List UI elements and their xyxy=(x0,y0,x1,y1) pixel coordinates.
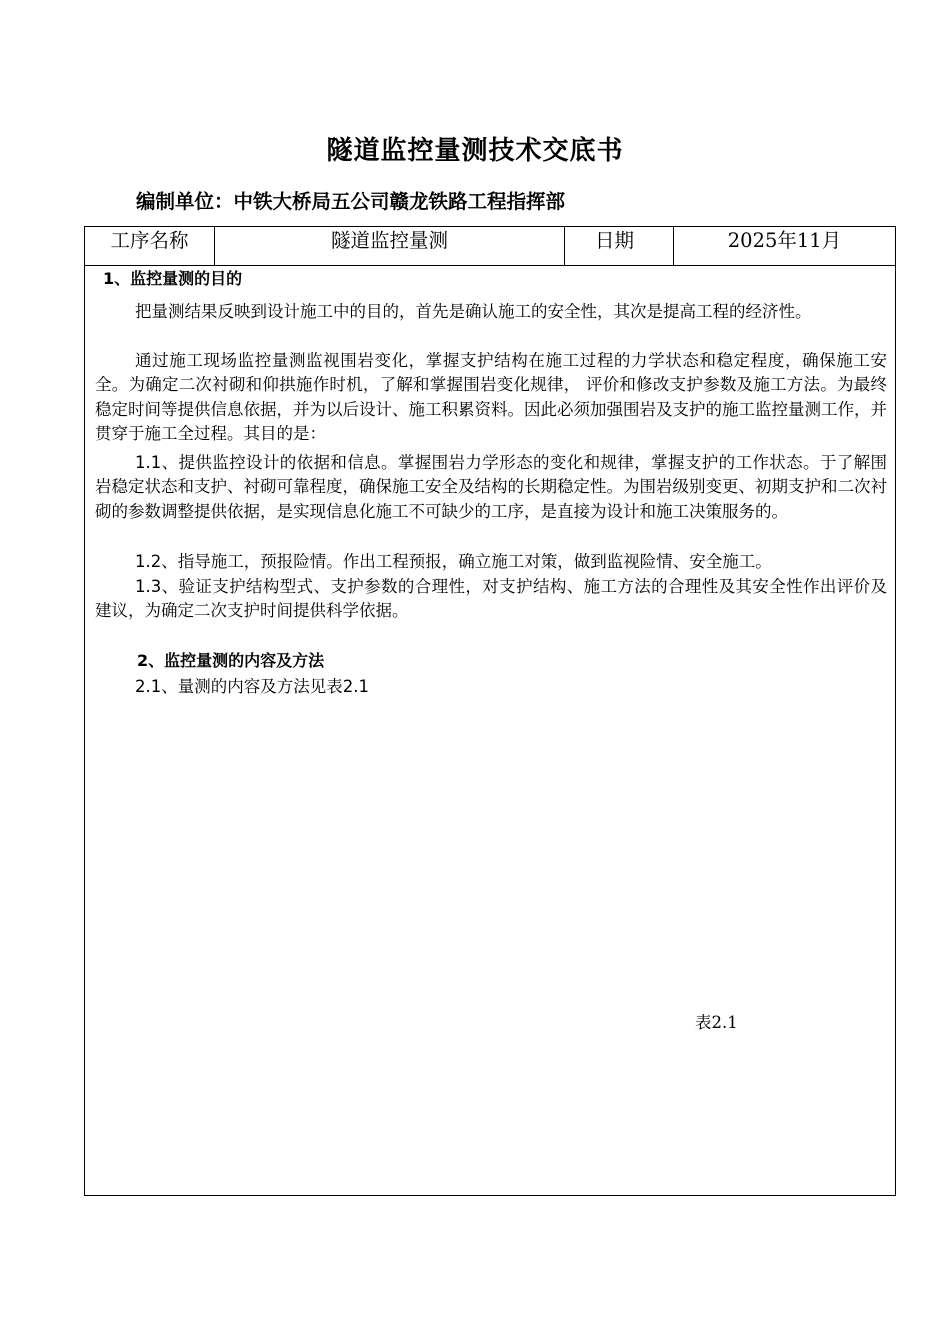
date-value: 2025年11月 xyxy=(727,229,842,252)
section-2-item-2-1 xyxy=(95,675,887,699)
disclosure-form xyxy=(84,226,896,1196)
section-1-paragraph-2: 通过施工现场监控量测监视围岩变化，掌握支护结构在施工过程的力学状态和稳定程度，确保施工安全。为确定二次衬砌和仰拱施作时机，了解和掌握围岩变化规律， 评价和修改支护参数及施工方法。为最终稳定时间等提供信息依据，并为以后设计、施工积累资料。因此必须加强围岩及支护的施工监控量测工作，并贯穿于施工全过程。其目的是： xyxy=(95,351,887,444)
item-text: 、量测的内容及方法见表 xyxy=(161,677,343,696)
item-number: 1.3 xyxy=(135,577,162,596)
compiling-unit: 编制单位：中铁大桥局五公司赣龙铁路工程指挥部 xyxy=(136,190,566,213)
process-name-value: 隧道监控量测 xyxy=(215,227,565,265)
section-1-item-1-2 xyxy=(95,550,887,574)
section-2-heading: 2、监控量测的内容及方法 xyxy=(137,651,325,670)
table-caption: 表2.1 xyxy=(695,1013,738,1032)
section-1-item-1-3 xyxy=(95,575,887,624)
item-text: 、提供监控设计的依据和信息。掌握围岩力学形态的变化和规律，掌握支护的工作状态。于了解围岩稳定状态和支护、衬砌可靠程度，确保施工安全及结构的长期稳定性。为围岩级别变更、初期支护和二次衬砌的参数调整提供依据，是实现信息化施工不可缺少的工序，是直接为设计和施工决策服务的。 xyxy=(95,453,887,521)
document-title: 隧道监控量测技术交底书 xyxy=(326,136,624,166)
item-number: 1.2 xyxy=(135,552,162,571)
item-number: 1.1 xyxy=(135,453,162,472)
date-label: 日期 xyxy=(565,227,674,265)
form-header-row xyxy=(85,227,895,266)
process-name-label: 工序名称 xyxy=(85,227,215,265)
form-body xyxy=(85,266,895,1194)
item-text: 、指导施工，预报险情。作出工程预报，确立施工对策，做到监视险情、安全施工。 xyxy=(161,552,772,571)
table-reference: 2.1 xyxy=(342,677,369,696)
section-1-paragraph-1: 把量测结果反映到设计施工中的目的，首先是确认施工的安全性，其次是提高工程的经济性。 xyxy=(135,302,812,321)
section-1-item-1-1 xyxy=(95,451,887,524)
item-number: 2.1 xyxy=(135,677,162,696)
section-1-heading: 1、监控量测的目的 xyxy=(103,269,243,288)
item-text: 、验证支护结构型式、支护参数的合理性，对支护结构、施工方法的合理性及其安全性作出评价及建议，为确定二次支护时间提供科学依据。 xyxy=(95,577,887,621)
